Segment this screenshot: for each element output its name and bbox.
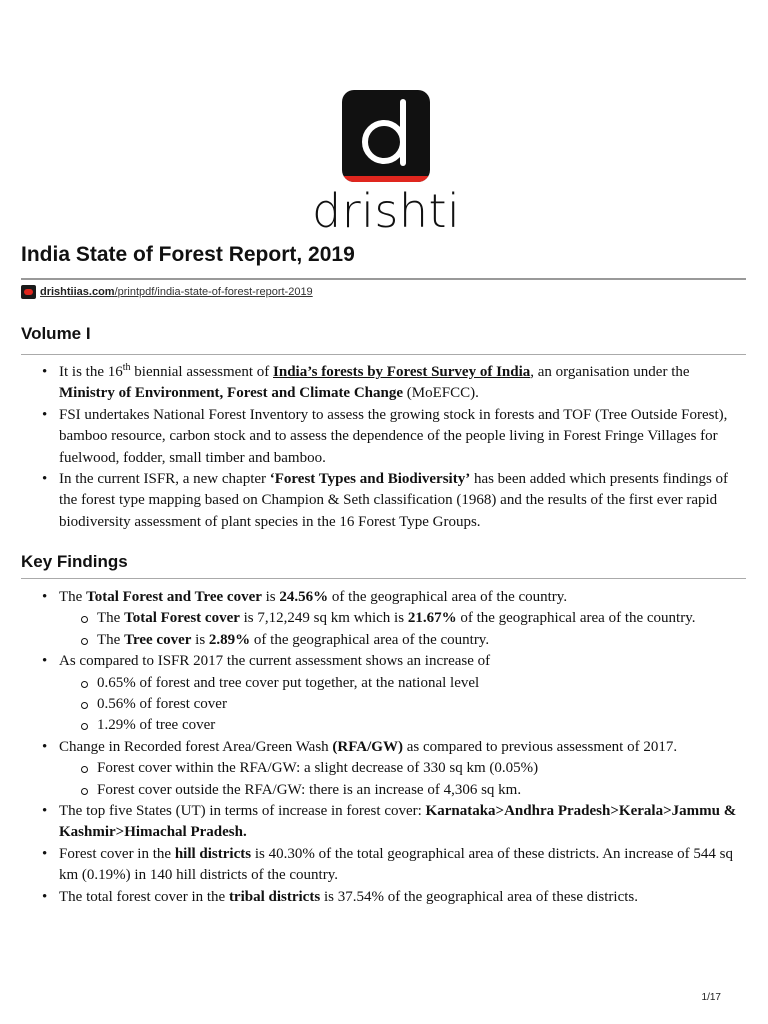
section-divider xyxy=(21,578,746,579)
section-heading-key-findings: Key Findings xyxy=(21,552,128,571)
source-url[interactable]: drishtiias.com/printpdf/india-state-of-forest-report-2019 xyxy=(40,286,313,298)
section-heading-volume: Volume I xyxy=(21,324,91,343)
page-number: 1/17 xyxy=(701,992,721,1003)
drishti-d-icon xyxy=(342,90,430,182)
volume-list xyxy=(21,362,746,533)
drishti-logo xyxy=(312,90,461,238)
key-findings-list xyxy=(21,587,746,908)
logo-wordmark: drishti xyxy=(312,184,461,238)
sub-list-item: 1.29% of tree cover xyxy=(59,715,746,736)
list-item: • The Total Forest and Tree cover is 24.56% of the geographical area of the country. The Total Forest cover is 7,12,249 sq km which is 21.67% of the geographical area of the country. The Tree cover is 2.89% of the geographical area of the country. xyxy=(21,587,746,651)
list-item: • In the current ISFR, a new chapter ‘Forest Types and Biodiversity’ has been added which presents findings of the forest type mapping based on Champion & Seth classification (1968) and the results of the first ever rapid biodiversity assessment of plant species in the 16 Forest Type Groups. xyxy=(21,469,746,533)
list-item: • The total forest cover in the tribal districts is 37.54% of the geographical area of these districts. xyxy=(21,887,746,908)
sub-list-item: The Total Forest cover is 7,12,249 sq km which is 21.67% of the geographical area of the country. xyxy=(59,608,746,629)
section-divider xyxy=(21,354,746,355)
title-divider xyxy=(21,278,746,280)
drishti-favicon-icon xyxy=(21,285,36,299)
sub-list-item: 0.56% of forest cover xyxy=(59,694,746,715)
source-link[interactable] xyxy=(21,285,313,299)
list-item: • The top five States (UT) in terms of increase in forest cover: Karnataka>Andhra Pradesh>Kerala>Jammu & Kashmir>Himachal Pradesh. xyxy=(21,801,746,844)
sub-list-item: Forest cover outside the RFA/GW: there is an increase of 4,306 sq km. xyxy=(59,780,746,801)
forest-survey-link[interactable]: India’s forests by Forest Survey of India xyxy=(273,364,531,380)
sub-list-item: 0.65% of forest and tree cover put together, at the national level xyxy=(59,673,746,694)
sub-list-item: The Tree cover is 2.89% of the geographical area of the country. xyxy=(59,630,746,651)
sub-list-item: Forest cover within the RFA/GW: a slight decrease of 330 sq km (0.05%) xyxy=(59,758,746,779)
page-title: India State of Forest Report, 2019 xyxy=(21,243,355,266)
list-item: • FSI undertakes National Forest Inventory to assess the growing stock in forests and TOF (Tree Outside Forest), bamboo resource, carbon stock and to assess the dependence of the people living in Forest Fringe Villages for fuelwood, fodder, small timber and bamboo. xyxy=(21,405,746,469)
list-item: • Forest cover in the hill districts is 40.30% of the total geographical area of these districts. An increase of 544 sq km (0.19%) in 140 hill districts of the country. xyxy=(21,844,746,887)
list-item: • It is the 16th biennial assessment of India’s forests by Forest Survey of India, an organisation under the Ministry of Environment, Forest and Climate Change (MoEFCC). xyxy=(21,362,746,405)
list-item: • Change in Recorded forest Area/Green Wash (RFA/GW) as compared to previous assessment of 2017. Forest cover within the RFA/GW: a slight decrease of 330 sq km (0.05%) Forest cover outside the RFA/GW: there is an increase of 4,306 sq km. xyxy=(21,737,746,801)
list-item: • As compared to ISFR 2017 the current assessment shows an increase of 0.65% of forest and tree cover put together, at the national level 0.56% of forest cover 1.29% of tree cover xyxy=(21,651,746,737)
